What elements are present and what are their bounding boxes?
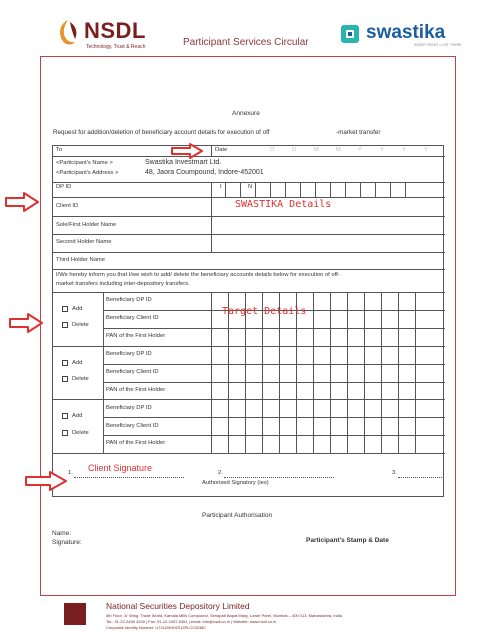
stamp-date-label: Participant's Stamp & Date <box>306 537 389 544</box>
beneficiary-dp-id-label-1: Beneficiary DP ID <box>106 297 152 303</box>
delete-label-1: Delete <box>72 322 89 328</box>
date-d1: D <box>270 147 275 153</box>
arrow-right-icon <box>8 313 44 333</box>
dp-prefix-n: N <box>248 184 253 190</box>
add-checkbox-1[interactable] <box>62 306 68 312</box>
arrow-right-icon <box>4 192 40 212</box>
swastika-details-annotation: SWASTIKA Details <box>235 199 332 210</box>
nsdl-wordmark: NSDL <box>84 18 146 43</box>
add-label-2: Add <box>72 360 83 366</box>
date-m1: M <box>314 147 319 153</box>
add-label-3: Add <box>72 413 83 419</box>
delete-checkbox-1[interactable] <box>62 322 68 328</box>
nsdl-footer-logo <box>64 603 86 625</box>
delete-label-3: Delete <box>72 430 89 436</box>
second-holder-label: Second Holder Name <box>56 239 112 245</box>
swastika-tagline: INVEST RIGHT • LIST THERE <box>414 43 462 47</box>
date-m2: M <box>336 147 341 153</box>
pan-first-holder-label-3: PAN of the First Holder <box>106 440 166 446</box>
target-details-annotation: Target Details <box>222 306 307 317</box>
delete-checkbox-3[interactable] <box>62 430 68 436</box>
signatory-3: 3. <box>392 470 397 476</box>
date-y1: Y <box>358 147 362 153</box>
add-checkbox-3[interactable] <box>62 413 68 419</box>
participant-authorisation-heading: Participant Authorisation <box>202 512 273 519</box>
beneficiary-client-id-label-2: Beneficiary Client ID <box>106 369 159 375</box>
request-text: Request for addition/deletion of beneficiary account details for execution of off <box>53 129 270 136</box>
authorised-signatory-label: Authorised Signatory (ies) <box>202 480 269 486</box>
participant-name-label: <Participant's Name > <box>56 160 113 166</box>
market-transfer-text: -market transfer <box>336 129 381 136</box>
footer-org-name: National Securities Depository Limited <box>106 601 250 611</box>
pan-first-holder-label-1: PAN of the First Holder <box>106 333 166 339</box>
participant-address-label: <Participant's Address > <box>56 170 119 176</box>
name-label: Name: <box>52 530 72 537</box>
beneficiary-client-id-label-1: Beneficiary Client ID <box>106 315 159 321</box>
footer-address: 4th Floor, 'A' Wing, Trade World, Kamala Mills Compound, Senapati Bapat Marg, Lower Parel, Mumbai – 400 013, Maharashtra, India <box>106 613 343 618</box>
sole-holder-label: Sole/First Holder Name <box>56 222 117 228</box>
beneficiary-dp-id-label-2: Beneficiary DP ID <box>106 351 152 357</box>
date-y2: Y <box>380 147 384 153</box>
swastika-wordmark: swastika <box>366 22 446 43</box>
footer-contact: Tel.: 91-22-2499 4200 | Fax: 91-22-2497 6351 | email: info@nsdl.co.in | Website: www.nsdl.co.in <box>106 619 277 624</box>
participant-address-value: 48, Jaora Coumpound, Indore-452001 <box>145 169 264 176</box>
inform-text-line2: market transfers including inter-depository transfers. <box>56 281 190 287</box>
signature-label: Signature: <box>52 539 82 546</box>
circular-title: Participant Services Circular <box>183 37 309 48</box>
third-holder-label: Third Holder Name <box>56 257 105 263</box>
pan-first-holder-label-2: PAN of the First Holder <box>106 387 166 393</box>
nsdl-tagline: Technology, Trust & Reach <box>86 44 146 50</box>
beneficiary-client-id-label-3: Beneficiary Client ID <box>106 423 159 429</box>
delete-checkbox-2[interactable] <box>62 376 68 382</box>
nsdl-emblem-icon <box>56 18 80 48</box>
add-label-1: Add <box>72 306 83 312</box>
arrow-right-icon <box>24 471 68 491</box>
dp-id-label: DP ID <box>56 184 72 190</box>
client-signature-annotation: Client Signature <box>88 463 153 473</box>
dp-prefix-i: I <box>220 184 222 190</box>
footer-cin: Corporate Identity Number: U74120MH2012PLC230380 <box>106 625 206 630</box>
date-y3: Y <box>402 147 406 153</box>
to-label: To <box>56 147 63 153</box>
swastika-logo <box>340 24 460 56</box>
date-label: Date <box>215 147 228 153</box>
date-y4: Y <box>424 147 428 153</box>
swastika-emblem-icon <box>340 24 360 44</box>
signatory-2: 2. <box>218 470 223 476</box>
annexure-heading: Annexure <box>232 110 260 117</box>
signatory-1: 1. <box>68 470 73 476</box>
delete-label-2: Delete <box>72 376 89 382</box>
date-d2: D <box>292 147 297 153</box>
beneficiary-dp-id-label-3: Beneficiary DP ID <box>106 405 152 411</box>
participant-name-value: Swastika Investmart Ltd. <box>145 159 222 166</box>
nsdl-logo <box>56 18 166 54</box>
client-id-label: Client ID <box>56 203 79 209</box>
add-checkbox-2[interactable] <box>62 360 68 366</box>
arrow-right-icon <box>170 143 204 159</box>
inform-text-line1: I/We hereby inform you that I/we wish to add/ delete the beneficiary accounts details below for execution of off- <box>56 272 340 278</box>
